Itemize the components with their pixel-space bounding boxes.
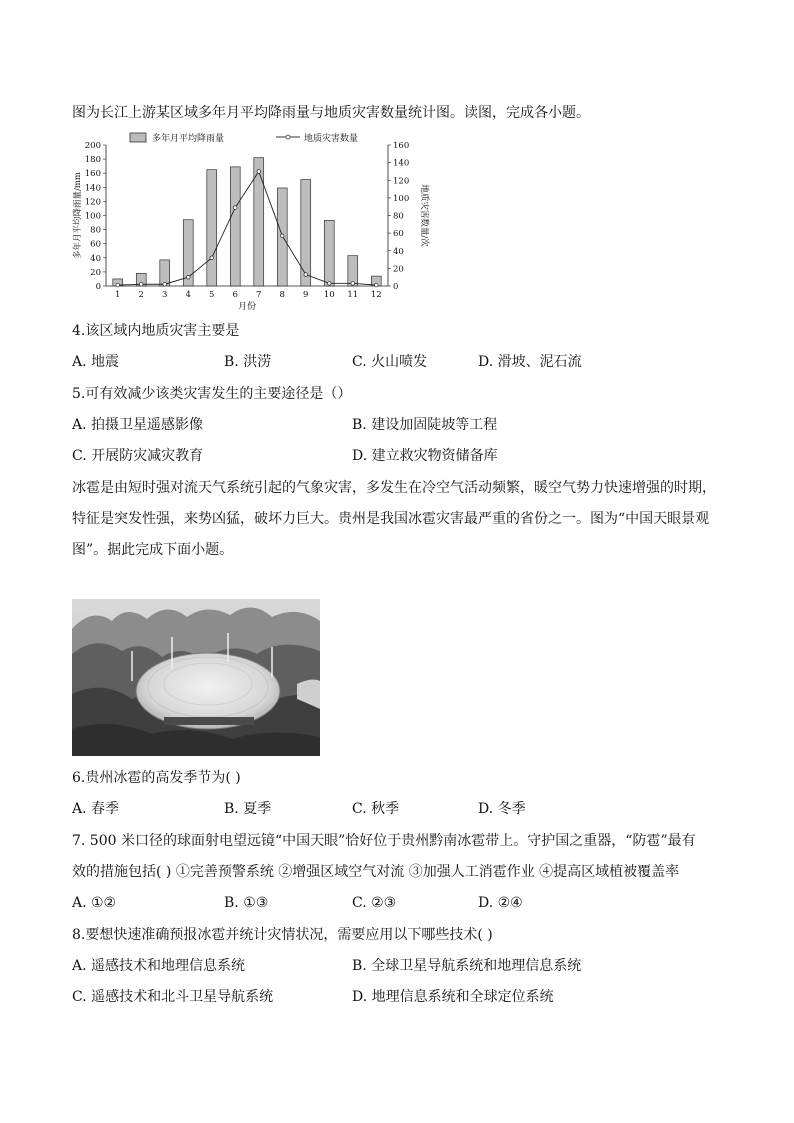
fast-telescope-photo [72, 599, 320, 756]
q8-option-a[interactable]: A. 遥感技术和地理信息系统 [72, 958, 246, 974]
left-tick-label: 100 [84, 211, 101, 222]
q4-option-a[interactable]: A. 地震 [72, 354, 120, 370]
disaster-point [351, 282, 355, 286]
left-tick-label: 120 [84, 197, 101, 208]
right-tick-label: 100 [393, 193, 410, 204]
right-tick-label: 160 [393, 141, 410, 151]
q5-option-b[interactable]: B. 建设加固陡坡等工程 [352, 417, 498, 433]
right-tick-label: 80 [393, 211, 404, 222]
disaster-point [327, 282, 331, 286]
right-tick-label: 20 [393, 264, 404, 275]
legend-bar-label: 多年月平均降雨量 [152, 134, 225, 144]
disaster-point [233, 206, 237, 210]
q8-option-b[interactable]: B. 全球卫星导航系统和地理信息系统 [352, 958, 582, 974]
x-tick-label: 12 [370, 290, 382, 300]
left-tick-label: 200 [84, 141, 101, 151]
q6-option-b[interactable]: B. 夏季 [224, 801, 272, 817]
rainfall-bar [301, 180, 311, 286]
disaster-point [374, 283, 378, 287]
rainfall-disaster-chart [70, 128, 430, 313]
rainfall-bar [160, 260, 170, 286]
left-tick-label: 20 [90, 267, 101, 278]
disaster-point [280, 234, 284, 238]
q5-option-c[interactable]: C. 开展防灾减灾教育 [72, 448, 204, 464]
right-tick-label: 40 [393, 246, 404, 257]
q8-option-c[interactable]: C. 遥感技术和北斗卫星导航系统 [72, 989, 274, 1005]
q8-stem: 8.要想快速准确预报冰雹并统计灾情状况，需要应用以下哪些技术( ) [72, 927, 493, 943]
chart-legend [130, 132, 358, 144]
right-tick-label: 0 [393, 282, 399, 292]
legend-line-label: 地质灾害数量 [304, 134, 359, 144]
q5-option-a[interactable]: A. 拍摄卫星遥感影像 [72, 417, 204, 433]
q7-option-a[interactable]: A. ①② [72, 895, 117, 911]
intro-text-2-line3: 图”。据此完成下面小题。 [72, 542, 234, 558]
q7-option-b[interactable]: B. ①③ [224, 895, 269, 911]
rainfall-bar [207, 170, 217, 286]
left-tick-label: 80 [90, 225, 101, 236]
intro-text-2-line2: 特征是突发性强，来势凶猛，破坏力巨大。贵州是我国冰雹灾害最严重的省份之一。图为“中国天眼景观 [72, 511, 710, 527]
disaster-point [186, 275, 190, 279]
left-tick-label: 160 [84, 169, 101, 180]
q5-stem: 5.可有效减少该类灾害发生的主要途径是（） [72, 386, 352, 402]
disaster-point [257, 170, 261, 174]
q5-option-d[interactable]: D. 建立救灾物资储备库 [352, 448, 498, 464]
x-tick-label: 3 [162, 290, 168, 300]
q7-option-d[interactable]: D. ②④ [478, 895, 523, 911]
q8-option-d[interactable]: D. 地理信息系统和全球定位系统 [352, 989, 554, 1005]
disaster-point [304, 273, 308, 277]
left-tick-label: 60 [90, 239, 101, 250]
x-tick-label: 2 [138, 290, 144, 300]
x-tick-label: 9 [303, 290, 309, 300]
x-tick-label: 5 [209, 290, 215, 300]
rainfall-bar [230, 167, 240, 286]
disaster-line [118, 171, 377, 285]
right-tick-label: 60 [393, 229, 404, 240]
q4-option-b[interactable]: B. 洪涝 [224, 354, 272, 370]
x-tick-label: 7 [256, 290, 262, 300]
q7-option-c[interactable]: C. ②③ [352, 895, 397, 911]
x-tick-label: 8 [279, 290, 285, 300]
x-tick-label: 4 [185, 290, 191, 300]
left-axis-label: 多年月平均降雨量/mm [73, 172, 83, 259]
intro-text-1: 图为长江上游某区域多年月平均降雨量与地质灾害数量统计图。读图，完成各小题。 [72, 105, 590, 121]
rainfall-bar [324, 220, 334, 286]
legend-line-marker [286, 135, 290, 139]
x-tick-label: 6 [232, 290, 238, 300]
q6-option-a[interactable]: A. 春季 [72, 801, 120, 817]
q6-option-c[interactable]: C. 秋季 [352, 801, 400, 817]
q4-stem: 4.该区域内地质灾害主要是 [72, 323, 240, 339]
q4-option-c[interactable]: C. 火山喷发 [352, 354, 428, 370]
left-tick-label: 140 [84, 183, 101, 194]
intro-text-2-line1: 冰雹是由短时强对流天气系统引起的气象灾害，多发生在冷空气活动频繁，暖空气势力快速增强的时期， [72, 480, 716, 496]
x-tick-label: 11 [347, 290, 359, 300]
right-axis-label: 地质灾害数量/次 [419, 184, 429, 247]
x-tick-label: 10 [323, 290, 335, 300]
q4-option-d[interactable]: D. 滑坡、泥石流 [478, 354, 582, 370]
left-tick-label: 0 [95, 282, 101, 292]
disaster-point [139, 282, 143, 286]
q7-stem-line2: 效的措施包括( ) ①完善预警系统 ②增强区域空气对流 ③加强人工消雹作业 ④提高区域植被覆盖率 [72, 864, 680, 880]
q6-option-d[interactable]: D. 冬季 [478, 801, 526, 817]
disaster-point [163, 282, 167, 286]
q6-stem: 6.贵州冰雹的高发季节为( ) [72, 770, 241, 786]
disaster-point [210, 256, 214, 260]
right-tick-label: 120 [393, 176, 410, 187]
left-tick-label: 40 [90, 253, 101, 264]
legend-bar-swatch [130, 133, 146, 142]
right-tick-label: 140 [393, 158, 410, 169]
left-tick-label: 180 [84, 155, 101, 166]
x-tick-label: 1 [115, 290, 121, 300]
disaster-point [116, 283, 120, 287]
plot-area [72, 141, 430, 312]
q7-stem-line1: 7. 500 米口径的球面射电望远镜“中国天眼”恰好位于贵州黔南冰雹带上。守护国之重器，“防雹”最有 [72, 833, 696, 849]
x-axis-label: 月份 [237, 302, 257, 312]
